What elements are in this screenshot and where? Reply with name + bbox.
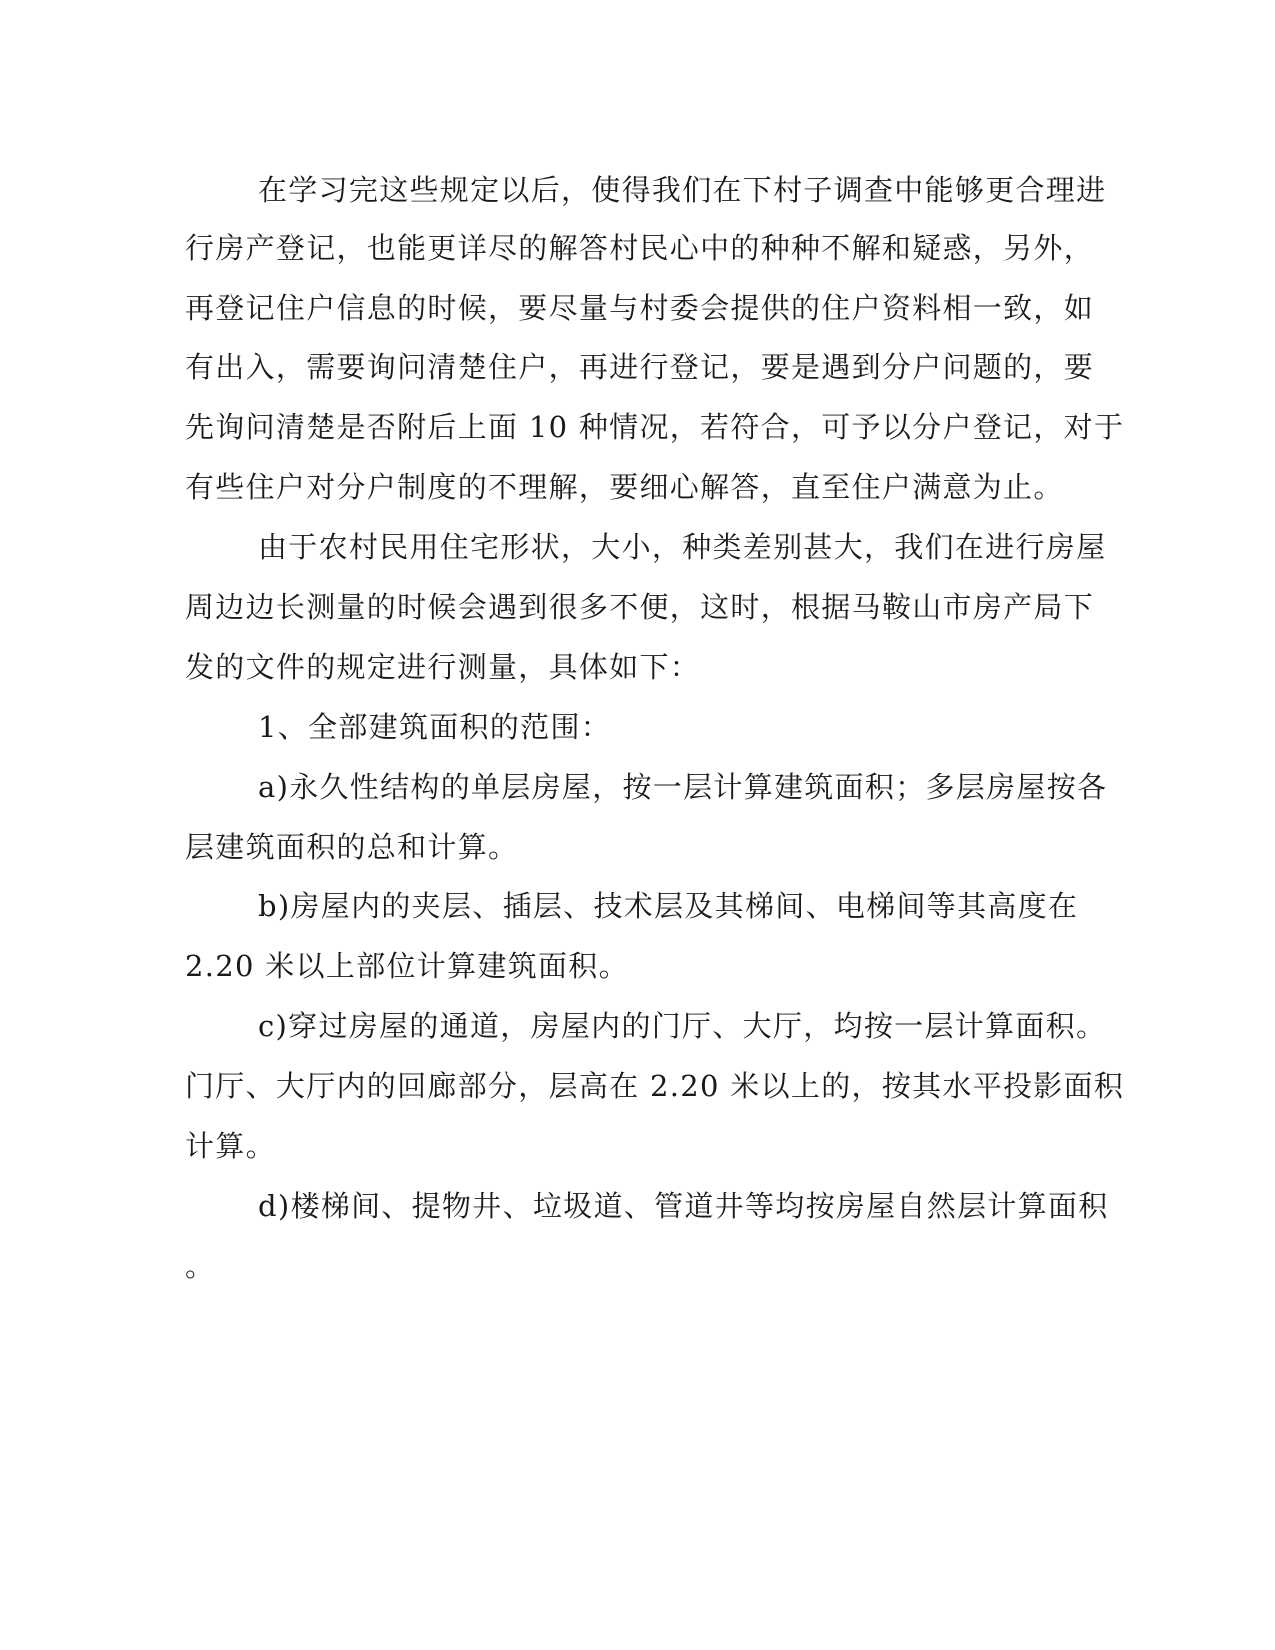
paragraph-2-line-1: 由于农村民用住宅形状，大小，种类差别甚大，我们在进行房屋 (258, 530, 1107, 564)
item-b-line-1: b)房屋内的夹层、插层、技术层及其梯间、电梯间等其高度在 (258, 889, 1079, 923)
section-heading: 1、全部建筑面积的范围： (258, 710, 612, 744)
paragraph-1-line-6: 有些住户对分户制度的不理解，要细心解答，直至住户满意为止。 (185, 470, 1064, 504)
paragraph-2-line-3: 发的文件的规定进行测量，具体如下： (185, 650, 701, 684)
item-d-line-1: d)楼梯间、提物井、垃圾道、管道井等均按房屋自然层计算面积 (258, 1189, 1109, 1223)
item-c-line-1: c)穿过房屋的通道，房屋内的门厅、大厅，均按一层计算面积。 (258, 1009, 1107, 1043)
item-c-line-3: 计算。 (185, 1129, 276, 1163)
item-d-line-2: 。 (185, 1249, 216, 1283)
paragraph-1-line-4: 有出入，需要询问清楚住户，再进行登记，要是遇到分户问题的，要 (185, 350, 1095, 384)
item-b-line-2: 2.20 米以上部位计算建筑面积。 (185, 949, 629, 983)
paragraph-1-line-1: 在学习完这些规定以后，使得我们在下村子调查中能够更合理进 (258, 173, 1107, 207)
paragraph-1-line-5: 先询问清楚是否附后上面 10 种情况，若符合，可予以分户登记，对于 (185, 410, 1125, 444)
paragraph-1-line-2: 行房产登记，也能更详尽的解答村民心中的种种不解和疑惑，另外， (185, 231, 1095, 265)
paragraph-1-line-3: 再登记住户信息的时候，要尽量与村委会提供的住户资料相一致，如 (185, 291, 1095, 325)
item-c-line-2: 门厅、大厅内的回廊部分，层高在 2.20 米以上的，按其水平投影面积 (185, 1069, 1125, 1103)
paragraph-2-line-2: 周边边长测量的时候会遇到很多不便，这时，根据马鞍山市房产局下 (185, 590, 1095, 624)
item-a-line-1: a)永久性结构的单层房屋，按一层计算建筑面积；多层房屋按各 (258, 770, 1108, 804)
item-a-line-2: 层建筑面积的总和计算。 (185, 830, 519, 864)
